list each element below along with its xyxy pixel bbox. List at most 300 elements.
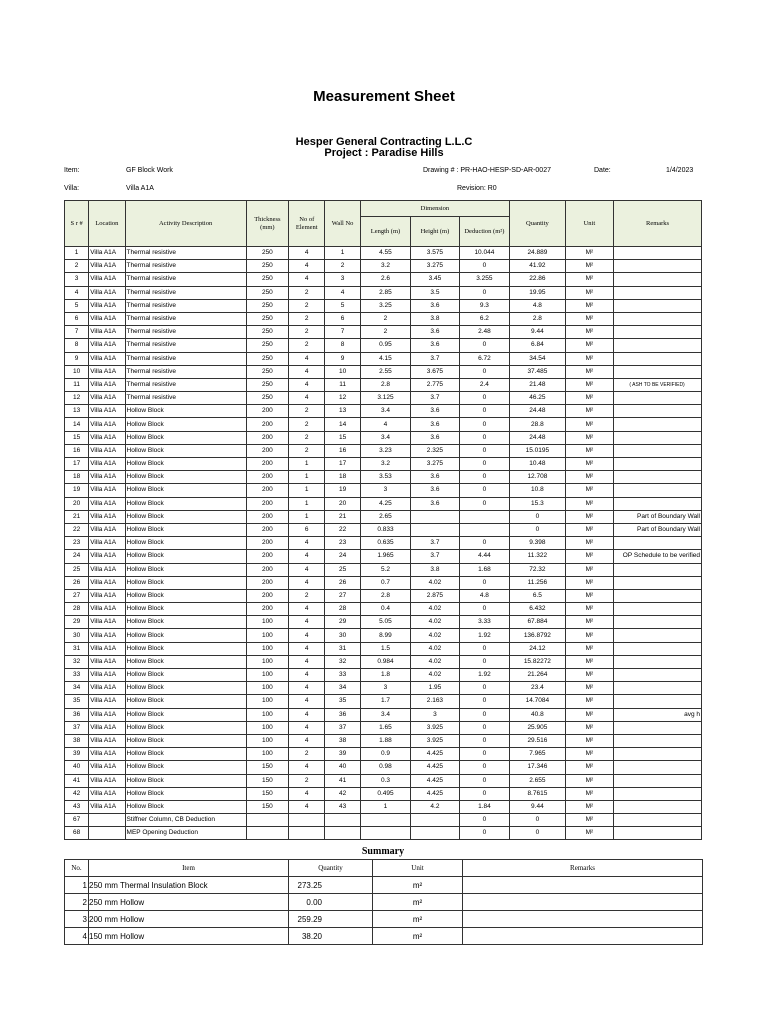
cell-quantity: 14.7084 [510,695,566,708]
cell-wall-no: 20 [325,497,360,510]
page-title: Measurement Sheet [313,88,455,105]
table-row [65,616,702,629]
cell-location: Villa A1A [89,523,125,536]
header-activity: Activity Description [125,201,246,247]
cell-activity: Hollow Block [125,471,246,484]
cell-location: Villa A1A [89,734,125,747]
cell-quantity: 67.884 [510,616,566,629]
cell-length: 1.65 [360,721,410,734]
cell-height: 3.7 [411,352,459,365]
cell-wall-no: 40 [325,761,360,774]
cell-wall-no: 13 [325,405,360,418]
cell-thickness: 250 [246,365,288,378]
cell-wall-no: 22 [325,523,360,536]
cell-thickness: 200 [246,458,288,471]
cell-sr: 7 [65,326,89,339]
cell-quantity: 0 [510,523,566,536]
cell-location: Villa A1A [89,748,125,761]
header-location: Location [89,201,125,247]
cell-quantity: 15.3 [510,497,566,510]
cell-deduction: 6.2 [459,312,509,325]
cell-quantity: 24.48 [510,431,566,444]
header-quantity: Quantity [510,201,566,247]
cell-length: 3.23 [360,444,410,457]
cell-unit: M² [565,392,613,405]
cell-height: 2.325 [411,444,459,457]
cell-height: 3.6 [411,326,459,339]
cell-location: Villa A1A [89,405,125,418]
cell-activity: Hollow Block [125,603,246,616]
cell-height: 2.875 [411,589,459,602]
cell-deduction: 0 [459,695,509,708]
cell-sr: 22 [65,523,89,536]
cell-wall-no: 33 [325,669,360,682]
cell-length: 3.4 [360,708,410,721]
cell-unit: M² [565,260,613,273]
cell-height: 4.02 [411,629,459,642]
project-name: Project : Paradise Hills [324,147,444,159]
cell-sr: 40 [65,761,89,774]
cell-remarks [614,787,702,800]
cell-activity: Hollow Block [125,589,246,602]
cell-thickness: 250 [246,352,288,365]
cell-thickness: 100 [246,655,288,668]
cell-sr: 38 [65,734,89,747]
table-row [65,365,702,378]
table-row [65,774,702,787]
cell-remarks [614,576,702,589]
cell-remarks [614,326,702,339]
cell-no-elements: 4 [289,761,325,774]
cell-deduction: 0 [459,484,509,497]
table-row [65,682,702,695]
cell-activity: Hollow Block [125,405,246,418]
cell-location: Villa A1A [89,392,125,405]
cell-remarks [614,418,702,431]
cell-unit: M² [565,655,613,668]
cell-sr: 42 [65,787,89,800]
table-row [65,484,702,497]
cell-length: 4 [360,418,410,431]
cell-quantity: 24.12 [510,642,566,655]
header-height: Height (m) [411,217,459,247]
summary-cell-quantity: 0.00 [289,894,373,911]
cell-sr: 18 [65,471,89,484]
cell-wall-no: 39 [325,748,360,761]
cell-unit: M² [565,339,613,352]
cell-wall-no: 28 [325,603,360,616]
cell-height: 3.8 [411,312,459,325]
cell-thickness: 150 [246,774,288,787]
cell-remarks [614,655,702,668]
summary-cell-no: 2 [65,894,89,911]
table-row [65,444,702,457]
cell-length: 0.3 [360,774,410,787]
cell-height: 2.163 [411,695,459,708]
cell-height: 3.6 [411,339,459,352]
cell-no-elements: 4 [289,682,325,695]
cell-sr: 12 [65,392,89,405]
cell-remarks [614,299,702,312]
cell-length: 4.15 [360,352,410,365]
cell-unit: M² [565,787,613,800]
cell-location: Villa A1A [89,787,125,800]
cell-location: Villa A1A [89,576,125,589]
cell-length [360,814,410,827]
summary-header-no: No. [65,860,89,877]
cell-deduction: 1.84 [459,800,509,813]
cell-wall-no: 42 [325,787,360,800]
cell-wall-no: 25 [325,563,360,576]
summary-title: Summary [361,846,405,857]
cell-height [411,814,459,827]
cell-thickness [246,814,288,827]
cell-remarks [614,431,702,444]
cell-thickness: 100 [246,669,288,682]
cell-activity: Hollow Block [125,761,246,774]
cell-deduction: 0 [459,734,509,747]
header-sr: S r # [65,201,89,247]
cell-location: Villa A1A [89,273,125,286]
cell-activity: Hollow Block [125,787,246,800]
cell-remarks [614,260,702,273]
header-unit: Unit [565,201,613,247]
cell-wall-no: 11 [325,378,360,391]
cell-no-elements: 4 [289,734,325,747]
cell-location: Villa A1A [89,312,125,325]
cell-sr: 4 [65,286,89,299]
cell-remarks [614,814,702,827]
cell-thickness: 250 [246,312,288,325]
cell-no-elements: 4 [289,537,325,550]
cell-unit: M² [565,669,613,682]
cell-activity: Hollow Block [125,721,246,734]
table-row [65,563,702,576]
cell-quantity: 11.322 [510,550,566,563]
cell-deduction [459,510,509,523]
cell-length: 0.635 [360,537,410,550]
cell-height: 2.775 [411,378,459,391]
table-row [65,378,702,391]
cell-activity: Hollow Block [125,510,246,523]
cell-no-elements: 4 [289,260,325,273]
cell-unit: M² [565,603,613,616]
header-length: Length (m) [360,217,410,247]
cell-height: 3 [411,708,459,721]
table-row [65,695,702,708]
cell-height: 4.425 [411,787,459,800]
cell-activity: Hollow Block [125,708,246,721]
summary-cell-remarks [463,894,703,911]
measurement-table [64,200,702,840]
cell-activity: Hollow Block [125,523,246,536]
cell-wall-no: 31 [325,642,360,655]
cell-no-elements: 4 [289,352,325,365]
table-row [65,669,702,682]
cell-activity: Thermal resistive [125,312,246,325]
cell-location: Villa A1A [89,326,125,339]
cell-deduction: 3.33 [459,616,509,629]
cell-quantity: 23.4 [510,682,566,695]
cell-no-elements [289,827,325,840]
cell-thickness: 100 [246,642,288,655]
cell-no-elements: 4 [289,655,325,668]
cell-height: 4.02 [411,616,459,629]
cell-wall-no: 29 [325,616,360,629]
cell-activity: Stiffner Column, CB Deduction [125,814,246,827]
cell-sr: 11 [65,378,89,391]
cell-wall-no: 5 [325,299,360,312]
cell-sr: 16 [65,444,89,457]
cell-activity: Hollow Block [125,748,246,761]
cell-height: 3.7 [411,392,459,405]
cell-no-elements: 4 [289,392,325,405]
cell-location: Villa A1A [89,365,125,378]
cell-length: 3.125 [360,392,410,405]
table-row [65,827,702,840]
cell-unit: M² [565,563,613,576]
cell-length: 8.99 [360,629,410,642]
table-row [65,510,702,523]
drawing-number: Drawing # : PR-HAO-HESP-SD-AR-0027 [423,167,551,174]
cell-activity: Hollow Block [125,563,246,576]
cell-no-elements: 4 [289,273,325,286]
cell-deduction: 0 [459,431,509,444]
cell-remarks [614,444,702,457]
cell-no-elements: 4 [289,378,325,391]
cell-remarks: Part of Boundary Wall [614,523,702,536]
cell-unit: M² [565,682,613,695]
cell-activity: Thermal resistive [125,365,246,378]
cell-location: Villa A1A [89,458,125,471]
cell-thickness: 250 [246,326,288,339]
table-row [65,721,702,734]
summary-cell-unit: m² [373,894,463,911]
cell-length: 0.495 [360,787,410,800]
cell-sr: 14 [65,418,89,431]
cell-remarks [614,563,702,576]
cell-activity: Hollow Block [125,484,246,497]
cell-deduction: 9.3 [459,299,509,312]
cell-height: 3.575 [411,247,459,260]
cell-height: 4.02 [411,576,459,589]
cell-height: 4.425 [411,761,459,774]
cell-location: Villa A1A [89,616,125,629]
cell-wall-no: 26 [325,576,360,589]
cell-thickness: 250 [246,378,288,391]
cell-deduction: 0 [459,260,509,273]
cell-no-elements: 4 [289,721,325,734]
cell-location: Villa A1A [89,695,125,708]
cell-thickness: 200 [246,484,288,497]
table-row [65,642,702,655]
cell-thickness: 200 [246,563,288,576]
cell-remarks [614,471,702,484]
cell-sr: 3 [65,273,89,286]
cell-length [360,827,410,840]
cell-height: 3.7 [411,537,459,550]
table-row [65,589,702,602]
cell-wall-no: 36 [325,708,360,721]
cell-thickness: 100 [246,616,288,629]
cell-wall-no: 1 [325,247,360,260]
cell-height: 4.425 [411,748,459,761]
cell-deduction: 0 [459,761,509,774]
cell-wall-no: 41 [325,774,360,787]
cell-height: 3.6 [411,484,459,497]
cell-unit: M² [565,616,613,629]
cell-location: Villa A1A [89,471,125,484]
table-row [65,392,702,405]
cell-height: 3.275 [411,458,459,471]
cell-deduction: 1.92 [459,669,509,682]
cell-location [89,827,125,840]
cell-remarks: Part of Boundary Wall [614,510,702,523]
cell-sr: 6 [65,312,89,325]
cell-quantity: 37.485 [510,365,566,378]
cell-wall-no [325,814,360,827]
table-row [65,431,702,444]
cell-length: 0.984 [360,655,410,668]
cell-location: Villa A1A [89,247,125,260]
summary-cell-no: 4 [65,928,89,945]
summary-cell-unit: m² [373,877,463,894]
cell-thickness: 200 [246,405,288,418]
cell-thickness: 200 [246,431,288,444]
cell-thickness: 250 [246,299,288,312]
cell-deduction: 0 [459,286,509,299]
cell-quantity: 0 [510,814,566,827]
cell-activity: Thermal resistive [125,247,246,260]
cell-location: Villa A1A [89,682,125,695]
cell-height: 3.6 [411,405,459,418]
table-row [65,497,702,510]
cell-no-elements: 4 [289,563,325,576]
cell-location: Villa A1A [89,299,125,312]
cell-quantity: 21.48 [510,378,566,391]
cell-unit: M² [565,418,613,431]
cell-wall-no: 12 [325,392,360,405]
cell-length: 4.25 [360,497,410,510]
cell-length: 3.2 [360,260,410,273]
cell-location: Villa A1A [89,629,125,642]
cell-deduction: 0 [459,774,509,787]
cell-location: Villa A1A [89,761,125,774]
cell-deduction: 0 [459,405,509,418]
cell-sr: 13 [65,405,89,418]
cell-sr: 23 [65,537,89,550]
cell-deduction: 0 [459,392,509,405]
cell-sr: 31 [65,642,89,655]
summary-cell-remarks [463,877,703,894]
cell-sr: 32 [65,655,89,668]
cell-length: 2.65 [360,510,410,523]
cell-sr: 5 [65,299,89,312]
cell-unit: M² [565,326,613,339]
cell-remarks [614,682,702,695]
cell-unit: M² [565,471,613,484]
cell-unit: M² [565,247,613,260]
cell-deduction: 0 [459,642,509,655]
header-deduction: Deduction (m²) [459,217,509,247]
cell-activity: Hollow Block [125,550,246,563]
cell-activity: Hollow Block [125,458,246,471]
cell-no-elements: 2 [289,326,325,339]
cell-height: 3.925 [411,734,459,747]
cell-length: 3.25 [360,299,410,312]
cell-location: Villa A1A [89,708,125,721]
cell-activity: Hollow Block [125,431,246,444]
cell-sr: 17 [65,458,89,471]
cell-height [411,827,459,840]
cell-no-elements: 4 [289,800,325,813]
cell-sr: 24 [65,550,89,563]
table-row [65,550,702,563]
cell-deduction: 6.72 [459,352,509,365]
table-row [65,260,702,273]
cell-quantity: 0 [510,827,566,840]
cell-length: 0.9 [360,748,410,761]
cell-location: Villa A1A [89,484,125,497]
cell-wall-no: 38 [325,734,360,747]
summary-table [64,859,703,945]
summary-header-quantity: Quantity [289,860,373,877]
table-row [65,708,702,721]
cell-no-elements [289,814,325,827]
table-row [65,273,702,286]
table-row [65,523,702,536]
cell-quantity: 21.264 [510,669,566,682]
cell-thickness: 200 [246,603,288,616]
cell-remarks [614,721,702,734]
table-row [65,537,702,550]
cell-activity: Hollow Block [125,444,246,457]
cell-remarks [614,484,702,497]
summary-row [65,877,703,894]
table-row [65,800,702,813]
cell-location: Villa A1A [89,550,125,563]
cell-deduction: 0 [459,418,509,431]
cell-location: Villa A1A [89,431,125,444]
cell-height: 4.425 [411,774,459,787]
cell-remarks [614,761,702,774]
cell-activity: Thermal resistive [125,299,246,312]
cell-no-elements: 4 [289,642,325,655]
cell-sr: 36 [65,708,89,721]
cell-height: 3.675 [411,365,459,378]
cell-sr: 30 [65,629,89,642]
cell-height: 4.02 [411,655,459,668]
cell-location: Villa A1A [89,510,125,523]
company-name: Hesper General Contracting L.L.C [295,136,473,148]
table-row [65,576,702,589]
cell-height: 3.925 [411,721,459,734]
cell-no-elements: 4 [289,787,325,800]
cell-unit: M² [565,405,613,418]
summary-cell-item: 250 mm Hollow [89,894,289,911]
cell-location [89,814,125,827]
cell-deduction: 0 [459,471,509,484]
cell-no-elements: 4 [289,576,325,589]
cell-activity: Hollow Block [125,682,246,695]
cell-deduction: 0 [459,682,509,695]
cell-activity: Hollow Block [125,616,246,629]
cell-quantity: 15.0195 [510,444,566,457]
cell-no-elements: 2 [289,774,325,787]
cell-unit: M² [565,814,613,827]
cell-height: 3.6 [411,418,459,431]
cell-height: 1.95 [411,682,459,695]
